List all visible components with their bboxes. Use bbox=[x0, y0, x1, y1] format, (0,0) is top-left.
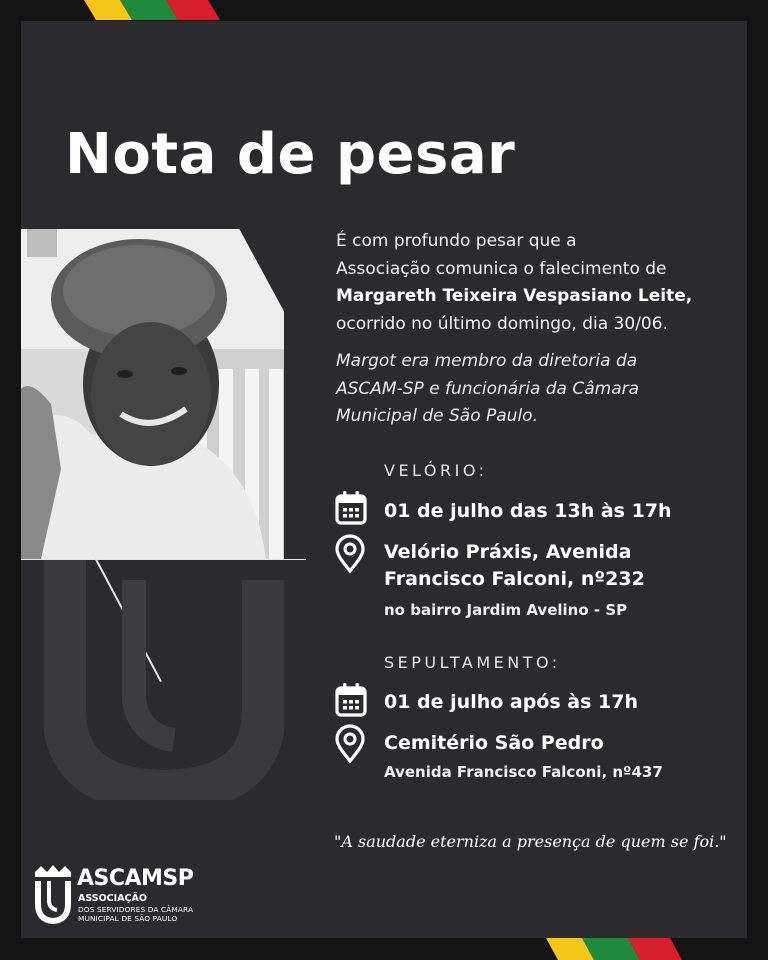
sepultamento-place-detail: Avenida Francisco Falconi, nº437 bbox=[384, 763, 663, 781]
logo-name: ASCAMSP bbox=[77, 866, 194, 891]
calendar-icon bbox=[334, 682, 368, 718]
sepultamento-place: Cemitério São Pedro bbox=[384, 732, 604, 754]
closing-quote: "A saudade eterniza a presença de quem se foi." bbox=[334, 832, 727, 851]
calendar-icon bbox=[334, 490, 368, 526]
ascamsp-logo-icon bbox=[33, 864, 73, 926]
logo-line: MUNICIPAL DE SÃO PAULO bbox=[78, 914, 178, 923]
velorio-place-line2: Francisco Falconi, nº232 bbox=[384, 568, 645, 590]
page-title: Nota de pesar bbox=[65, 122, 516, 187]
portrait-photo bbox=[21, 229, 284, 559]
bio-text bbox=[336, 348, 716, 431]
announcement-line: ocorrido no último domingo, dia 30/06. bbox=[336, 313, 668, 334]
velorio-label: VELÓRIO: bbox=[384, 461, 488, 480]
flag-stripes-top bbox=[84, 0, 224, 20]
location-pin-icon bbox=[333, 534, 367, 574]
velorio-place-detail: no bairro Jardim Avelino - SP bbox=[384, 601, 628, 619]
velorio-date: 01 de julho das 13h às 17h bbox=[384, 500, 672, 522]
sepultamento-label: SEPULTAMENTO: bbox=[384, 653, 561, 672]
logo-watermark bbox=[44, 560, 284, 800]
bio-line: Municipal de São Paulo. bbox=[336, 406, 538, 426]
velorio-place-line1: Velório Práxis, Avenida bbox=[384, 541, 632, 563]
announcement-line: Associação comunica o falecimento de bbox=[336, 258, 667, 279]
logo-line: ASSOCIAÇÃO bbox=[78, 893, 147, 904]
announcement-line: É com profundo pesar que a bbox=[336, 231, 577, 251]
sepultamento-date: 01 de julho após às 17h bbox=[384, 691, 639, 713]
bio-line: ASCAM-SP e funcionária da Câmara bbox=[336, 378, 640, 399]
announcement-text bbox=[336, 228, 716, 338]
flag-stripes-bottom bbox=[546, 938, 686, 960]
bio-line: Margot era membro da diretoria da bbox=[336, 351, 638, 371]
deceased-name: Margareth Teixeira Vespasiano Leite, bbox=[336, 286, 693, 306]
location-pin-icon bbox=[333, 724, 367, 764]
logo-line: DOS SERVIDORES DA CÂMARA bbox=[78, 905, 194, 914]
